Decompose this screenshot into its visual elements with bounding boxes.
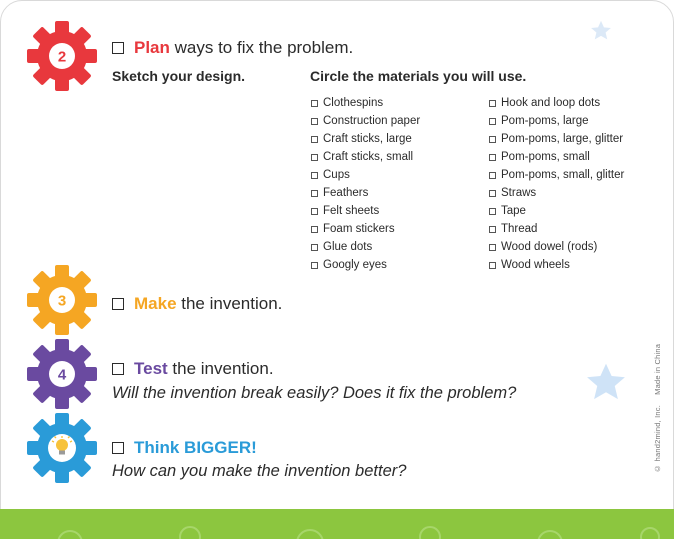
- material-label: Pom-poms, large, glitter: [501, 133, 624, 145]
- sketch-label: Sketch your design.: [112, 68, 246, 84]
- material-label: Foam stickers: [323, 223, 395, 235]
- star-icon-small: [590, 20, 612, 47]
- step-think-row: [112, 438, 257, 458]
- material-checkbox[interactable]: [311, 262, 318, 269]
- material-label: Pom-poms, large: [501, 115, 589, 127]
- side-legal-text: [653, 344, 662, 473]
- material-item[interactable]: [311, 184, 420, 202]
- step-number-4: 4: [57, 366, 67, 384]
- footer-band: [0, 509, 674, 539]
- copyright-text: © hand2mind, Inc.: [653, 404, 662, 473]
- material-label: Glue dots: [323, 241, 373, 253]
- material-checkbox[interactable]: [311, 118, 318, 125]
- material-item[interactable]: [311, 238, 420, 256]
- material-item[interactable]: [489, 148, 624, 166]
- step-test-row: [112, 359, 274, 379]
- make-text: the invention.: [176, 294, 283, 313]
- test-checkbox[interactable]: [112, 363, 124, 375]
- gear-icon-step-2: [26, 20, 98, 92]
- material-item[interactable]: [489, 184, 624, 202]
- material-label: Cups: [323, 169, 350, 181]
- material-item[interactable]: [489, 166, 624, 184]
- material-item[interactable]: [311, 202, 420, 220]
- material-item[interactable]: [489, 112, 624, 130]
- material-item[interactable]: [489, 238, 624, 256]
- material-label: Pom-poms, small: [501, 151, 590, 163]
- material-item[interactable]: [311, 148, 420, 166]
- material-checkbox[interactable]: [311, 172, 318, 179]
- gear-icon-step-4: [26, 338, 98, 410]
- plan-checkbox[interactable]: [112, 42, 124, 54]
- think-checkbox[interactable]: [112, 442, 124, 454]
- material-label: Hook and loop dots: [501, 97, 601, 109]
- material-item[interactable]: [489, 220, 624, 238]
- material-checkbox[interactable]: [489, 118, 496, 125]
- make-keyword: Make: [134, 294, 177, 313]
- material-checkbox[interactable]: [311, 100, 318, 107]
- plan-keyword: Plan: [134, 38, 170, 57]
- material-label: Clothespins: [323, 97, 384, 109]
- material-item[interactable]: [311, 220, 420, 238]
- step-plan-row: [112, 38, 353, 58]
- material-label: Straws: [501, 187, 537, 199]
- gear-icon-step-5: [26, 412, 98, 484]
- made-in-text: Made in China: [653, 344, 662, 395]
- material-label: Felt sheets: [323, 205, 380, 217]
- make-checkbox[interactable]: [112, 298, 124, 310]
- material-label: Pom-poms, small, glitter: [501, 169, 625, 181]
- material-item[interactable]: [311, 112, 420, 130]
- materials-list-right: [489, 94, 624, 274]
- material-checkbox[interactable]: [489, 136, 496, 143]
- material-checkbox[interactable]: [311, 226, 318, 233]
- material-checkbox[interactable]: [311, 190, 318, 197]
- star-icon-large: [585, 362, 627, 409]
- sun-pattern-decoration: [0, 509, 674, 539]
- material-checkbox[interactable]: [489, 208, 496, 215]
- material-label: Craft sticks, small: [323, 151, 414, 163]
- material-item[interactable]: [311, 94, 420, 112]
- material-checkbox[interactable]: [311, 154, 318, 161]
- material-checkbox[interactable]: [489, 190, 496, 197]
- step-number-3: 3: [57, 292, 67, 310]
- materials-label: Circle the materials you will use.: [310, 68, 527, 84]
- material-label: Wood dowel (rods): [501, 241, 598, 253]
- material-label: Tape: [501, 205, 526, 217]
- step-make-row: [112, 294, 282, 314]
- material-item[interactable]: [311, 130, 420, 148]
- material-item[interactable]: [489, 256, 624, 274]
- think-question: How can you make the invention better?: [112, 462, 407, 480]
- gear-icon-step-3: [26, 264, 98, 336]
- test-text: the invention.: [167, 359, 274, 378]
- material-checkbox[interactable]: [489, 172, 496, 179]
- material-label: Thread: [501, 223, 538, 235]
- test-question: Will the invention break easily? Does it fix the problem?: [112, 384, 517, 402]
- material-item[interactable]: [489, 202, 624, 220]
- think-keyword: Think BIGGER!: [134, 438, 257, 457]
- test-keyword: Test: [134, 359, 168, 378]
- material-checkbox[interactable]: [489, 100, 496, 107]
- material-checkbox[interactable]: [489, 244, 496, 251]
- material-checkbox[interactable]: [489, 154, 496, 161]
- material-label: Construction paper: [323, 115, 421, 127]
- materials-list-left: [311, 94, 420, 274]
- material-label: Feathers: [323, 187, 369, 199]
- plan-text: ways to fix the problem.: [169, 38, 354, 57]
- material-item[interactable]: [489, 94, 624, 112]
- material-checkbox[interactable]: [489, 226, 496, 233]
- material-checkbox[interactable]: [489, 262, 496, 269]
- material-checkbox[interactable]: [311, 208, 318, 215]
- material-item[interactable]: [311, 166, 420, 184]
- material-label: Craft sticks, large: [323, 133, 412, 145]
- step-number-2: 2: [57, 48, 67, 66]
- material-checkbox[interactable]: [311, 136, 318, 143]
- material-label: Wood wheels: [501, 259, 570, 271]
- material-item[interactable]: [311, 256, 420, 274]
- material-label: Googly eyes: [323, 259, 387, 271]
- material-checkbox[interactable]: [311, 244, 318, 251]
- material-item[interactable]: [489, 130, 624, 148]
